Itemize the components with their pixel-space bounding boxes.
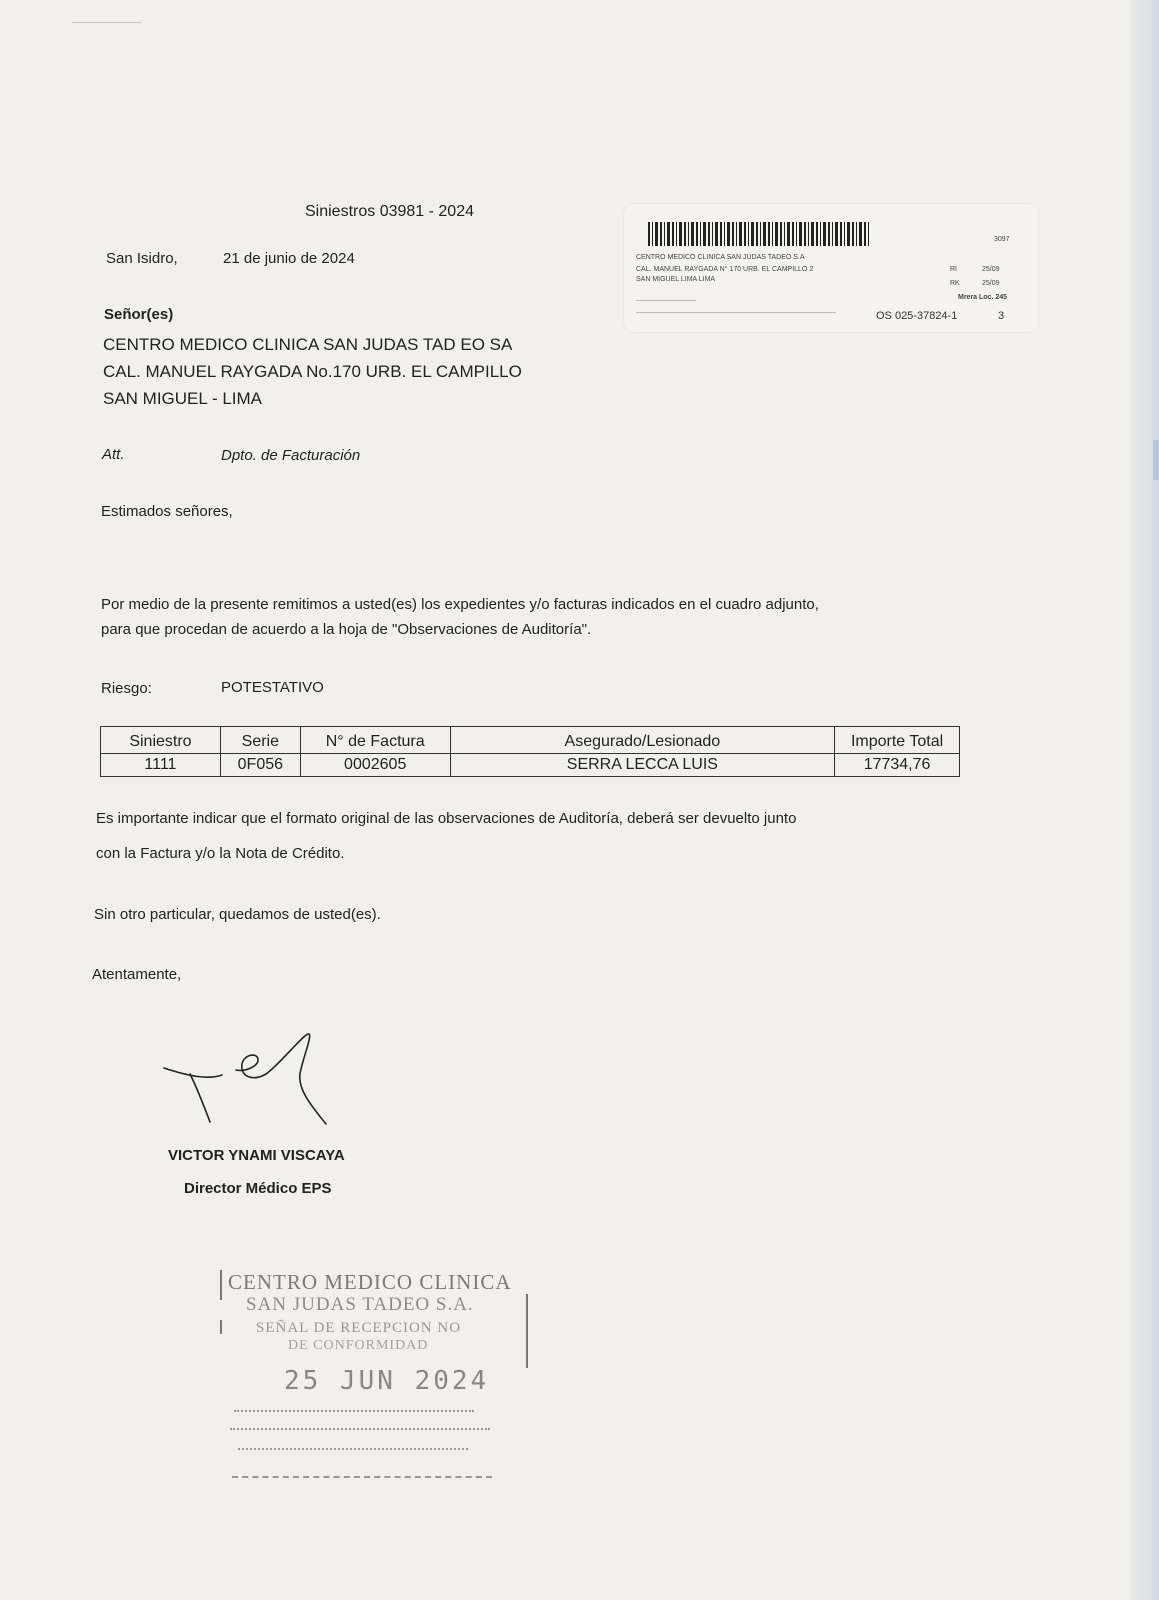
- reference-number: Siniestros 03981 - 2024: [305, 203, 474, 220]
- stamp-bar-left-2: [220, 1320, 222, 1334]
- farewell: Sin otro particular, quedamos de usted(es).: [94, 906, 381, 923]
- table-row: [101, 754, 960, 777]
- label-org: CENTRO MEDICO CLINICA SAN JUDAS TADEO S.A: [636, 254, 805, 261]
- letter-date: 21 de junio de 2024: [223, 250, 355, 267]
- table-header-row: [101, 727, 960, 754]
- label-faint-line-1: [636, 294, 696, 301]
- signer-name: VICTOR YNAMI VISCAYA: [168, 1147, 345, 1164]
- page-edge-stripe: [1153, 440, 1159, 480]
- stamp-bar-left-1: [220, 1270, 222, 1300]
- attention-department: Dpto. de Facturación: [221, 447, 361, 464]
- label-rk-value: 25/09: [982, 280, 1000, 287]
- label-rk-label: RK: [950, 280, 960, 287]
- stamp-dots-3: [238, 1448, 468, 1450]
- attention-label: Att.: [102, 446, 125, 463]
- label-address: CAL. MANUEL RAYGADA N° 170 URB. EL CAMPILLO 2: [636, 266, 814, 273]
- shipping-label: [624, 204, 1038, 332]
- label-city: SAN MIGUEL LIMA LIMA: [636, 276, 716, 283]
- stamp-line-2: SAN JUDAS TADEO S.A.: [246, 1294, 474, 1315]
- salutation: Señor(es): [104, 306, 174, 323]
- header-asegurado: Asegurado/Lesionado: [450, 727, 835, 754]
- regards: Atentamente,: [92, 966, 182, 983]
- risk-value: POTESTATIVO: [221, 679, 324, 696]
- label-small-top: 3097: [994, 236, 1010, 243]
- body-line-1: Por medio de la presente remitimos a usted(es) los expedientes y/o facturas indicados en el cuadro adjunto,: [101, 596, 819, 613]
- note-line-1: Es importante indicar que el formato original de las observaciones de Auditoría, deberá ser devuelto junto: [96, 810, 797, 827]
- stamp-dots-2: [230, 1428, 490, 1430]
- cell-siniestro: 1111: [101, 754, 221, 777]
- greeting: Estimados señores,: [101, 503, 233, 520]
- note-line-2: con la Factura y/o la Nota de Crédito.: [96, 845, 345, 862]
- recipient-name: CENTRO MEDICO CLINICA SAN JUDAS TAD EO SA: [103, 335, 513, 354]
- page-edge: [1131, 0, 1159, 1600]
- barcode-icon: [648, 222, 870, 246]
- paper-scrap-mark: [72, 12, 142, 23]
- risk-label: Riesgo:: [101, 680, 152, 697]
- header-factura: N° de Factura: [300, 727, 450, 754]
- cell-factura: 0002605: [300, 754, 450, 777]
- cell-serie: 0F056: [220, 754, 300, 777]
- body-line-2: para que procedan de acuerdo a la hoja de "Observaciones de Auditoría".: [101, 621, 592, 638]
- label-copies: 3: [998, 310, 1005, 322]
- stamp-bar-right: [526, 1294, 528, 1368]
- label-faint-line-2: [636, 306, 836, 313]
- recipient-location: SAN MIGUEL - LIMA: [103, 389, 263, 408]
- label-ri-label: RI: [950, 266, 957, 273]
- stamp-line-4: DE CONFORMIDAD: [288, 1338, 429, 1353]
- label-mark: Mrera Loc. 245: [958, 294, 1008, 301]
- label-ri-value: 25/09: [982, 266, 1000, 273]
- header-siniestro: Siniestro: [101, 727, 221, 754]
- header-serie: Serie: [220, 727, 300, 754]
- signer-title: Director Médico EPS: [184, 1180, 332, 1197]
- reception-stamp: [212, 1262, 542, 1500]
- stamp-dots-4: [232, 1476, 492, 1478]
- cell-importe: 17734,76: [835, 754, 960, 777]
- stamp-line-1: CENTRO MEDICO CLINICA: [228, 1270, 512, 1294]
- label-code: OS 025-37824-1: [876, 310, 958, 322]
- cell-asegurado: SERRA LECCA LUIS: [450, 754, 835, 777]
- invoice-table: [100, 726, 960, 777]
- city: San Isidro,: [106, 250, 178, 267]
- stamp-line-3: SEÑAL DE RECEPCION NO: [256, 1320, 462, 1336]
- stamp-date: 25 JUN 2024: [284, 1366, 490, 1396]
- header-importe: Importe Total: [835, 727, 960, 754]
- signature-icon: [160, 1030, 350, 1130]
- recipient-address: CAL. MANUEL RAYGADA No.170 URB. EL CAMPILLO: [103, 362, 522, 381]
- stamp-dots-1: [234, 1410, 474, 1412]
